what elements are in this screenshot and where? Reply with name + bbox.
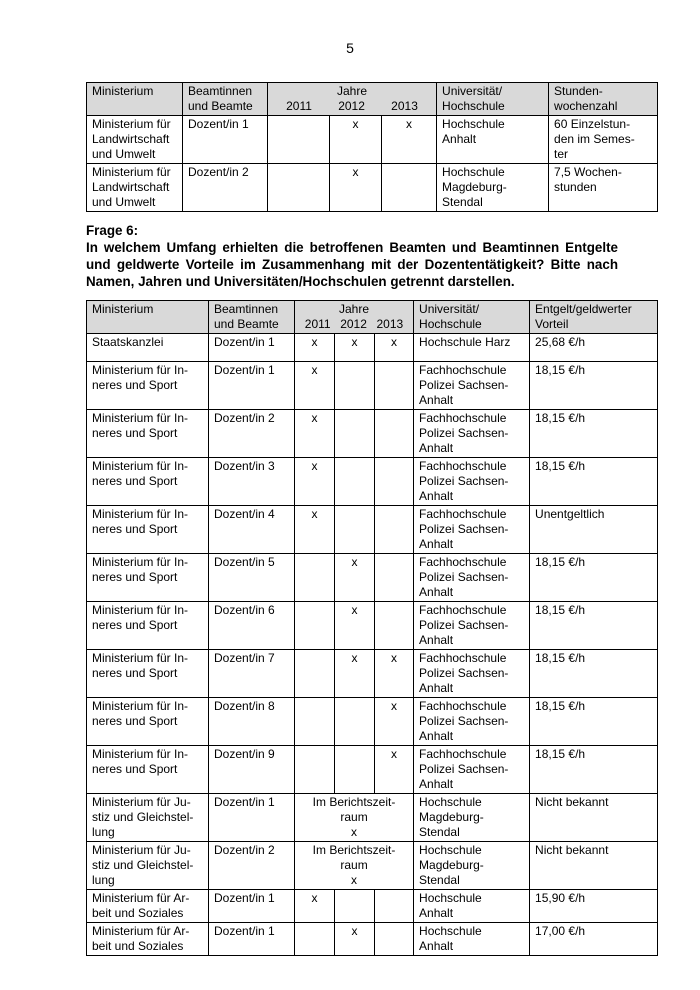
cell-ministerium	[87, 698, 209, 746]
cell-line: Anhalt	[419, 537, 454, 551]
cell-y2012: x	[335, 923, 375, 956]
cell-line: Polizei Sachsen-	[419, 714, 509, 728]
cell-y2011	[295, 923, 335, 956]
cell-line: Hochschule	[419, 843, 482, 857]
cell-last: 18,15 €/h	[530, 746, 658, 794]
cell-beamte: Dozent/in 1	[209, 890, 295, 923]
cell-last: Unentgeltlich	[530, 506, 658, 554]
cell-line: und Beamte	[188, 99, 253, 113]
cell-line: Ministerium für In-	[92, 747, 189, 761]
cell-y2011	[295, 554, 335, 602]
cell-y2012	[335, 506, 375, 554]
cell-line: ter	[554, 147, 569, 161]
cell-last	[549, 116, 658, 164]
cell-y2013: x	[375, 334, 414, 362]
cell-line: 60 Einzelstun-	[554, 117, 631, 131]
cell-line: Polizei Sachsen-	[419, 618, 509, 632]
cell-y2013: x	[382, 116, 437, 164]
cell-line: Ministerium für Ar-	[92, 924, 190, 938]
cell-line: Ministerium für In-	[92, 699, 189, 713]
header-years	[300, 317, 408, 332]
header-year: 2012	[340, 317, 367, 331]
cell-line: Hochschule	[419, 924, 482, 938]
cell-line: Polizei Sachsen-	[419, 426, 509, 440]
cell-ministerium	[87, 890, 209, 923]
cell-years-merged	[295, 842, 414, 890]
cell-y2012: x	[330, 164, 382, 212]
header-row	[87, 83, 658, 116]
cell-line: Anhalt	[419, 906, 454, 920]
cell-last: 18,15 €/h	[530, 458, 658, 506]
cell-line: stunden	[554, 180, 597, 194]
cell-line: Ministerium für In-	[92, 555, 189, 569]
cell-y2012: x	[335, 554, 375, 602]
cell-y2013: x	[375, 698, 414, 746]
cell-line: Magdeburg-	[419, 810, 484, 824]
cell-y2011	[268, 164, 330, 212]
header-years	[273, 99, 431, 114]
cell-line: den im Semes-	[554, 132, 635, 146]
cell-line: Stendal	[419, 873, 460, 887]
cell-y2012	[335, 458, 375, 506]
cell-uni	[414, 842, 530, 890]
cell-last: 18,15 €/h	[530, 698, 658, 746]
cell-uni	[437, 116, 549, 164]
header-year: 2011	[304, 317, 331, 331]
cell-line: Im Berichtszeit-	[312, 843, 396, 857]
cell-uni	[414, 650, 530, 698]
cell-line: beit und Soziales	[92, 906, 184, 920]
table-row	[87, 602, 658, 650]
cell-line: Hochschule	[442, 117, 505, 131]
cell-line: Anhalt	[419, 729, 454, 743]
cell-line: Anhalt	[419, 585, 454, 599]
cell-uni	[414, 794, 530, 842]
cell-line: Stendal	[442, 195, 483, 209]
table-row	[87, 842, 658, 890]
cell-y2012: x	[335, 602, 375, 650]
cell-line: Hochschule	[442, 165, 505, 179]
cell-line: Ministerium für In-	[92, 411, 189, 425]
cell-ministerium	[87, 334, 209, 362]
cell-line: Anhalt	[419, 681, 454, 695]
cell-line: neres und Sport	[92, 666, 178, 680]
cell-line: Fachhochschule	[419, 507, 507, 521]
cell-beamte: Dozent/in 2	[209, 842, 295, 890]
cell-line: Fachhochschule	[419, 555, 507, 569]
cell-last: Nicht bekannt	[530, 794, 658, 842]
cell-line: neres und Sport	[92, 618, 178, 632]
cell-beamte: Dozent/in 2	[183, 164, 268, 212]
table-row	[87, 650, 658, 698]
cell-line: raum	[340, 858, 368, 872]
cell-uni	[414, 458, 530, 506]
cell-line: Magdeburg-	[419, 858, 484, 872]
table-row	[87, 362, 658, 410]
cell-last: 18,15 €/h	[530, 650, 658, 698]
cell-ministerium	[87, 362, 209, 410]
cell-line: Ministerium für In-	[92, 651, 189, 665]
cell-line: Fachhochschule	[419, 459, 507, 473]
cell-line: Anhalt	[442, 132, 477, 146]
cell-beamte: Dozent/in 6	[209, 602, 295, 650]
cell-line: Polizei Sachsen-	[419, 474, 509, 488]
cell-uni	[414, 554, 530, 602]
cell-line: Ministerium für In-	[92, 459, 189, 473]
header-jahre	[268, 83, 437, 116]
table-row	[87, 116, 658, 164]
cell-y2013	[375, 554, 414, 602]
cell-beamte: Dozent/in 2	[209, 410, 295, 458]
table-row	[87, 334, 658, 362]
cell-line: Anhalt	[419, 633, 454, 647]
page-number: 5	[346, 40, 354, 56]
cell-line: Stunden-	[554, 84, 603, 98]
cell-line: Ministerium für In-	[92, 363, 189, 377]
cell-ministerium	[87, 746, 209, 794]
cell-uni	[414, 923, 530, 956]
cell-y2012: x	[335, 334, 375, 362]
table-row	[87, 506, 658, 554]
cell-y2013	[375, 362, 414, 410]
cell-line: wochenzahl	[554, 99, 618, 113]
cell-y2011	[295, 602, 335, 650]
cell-line: und Umwelt	[92, 147, 156, 161]
cell-last: 18,15 €/h	[530, 602, 658, 650]
cell-line: 7,5 Wochen-	[554, 165, 622, 179]
header-year: 2013	[376, 317, 404, 331]
cell-uni	[437, 164, 549, 212]
question-title: Frage 6:	[86, 223, 139, 238]
cell-ministerium	[87, 923, 209, 956]
cell-last: Nicht bekannt	[530, 842, 658, 890]
cell-uni	[414, 506, 530, 554]
cell-last	[549, 164, 658, 212]
table-row	[87, 554, 658, 602]
cell-y2011	[295, 650, 335, 698]
cell-line: Ministerium für Ar-	[92, 891, 190, 905]
compensation-table	[86, 300, 658, 956]
cell-y2013	[375, 890, 414, 923]
cell-ministerium	[87, 650, 209, 698]
cell-beamte: Dozent/in 1	[183, 116, 268, 164]
cell-beamte: Dozent/in 5	[209, 554, 295, 602]
cell-line: Anhalt	[419, 939, 454, 953]
cell-beamte: Dozent/in 8	[209, 698, 295, 746]
cell-y2011: x	[295, 506, 335, 554]
cell-line: Ministerium für	[92, 165, 171, 179]
cell-y2012	[335, 890, 375, 923]
cell-line: Anhalt	[419, 441, 454, 455]
cell-last: 18,15 €/h	[530, 554, 658, 602]
cell-line: Landwirtschaft	[92, 132, 170, 146]
cell-y2011	[268, 116, 330, 164]
cell-line: Polizei Sachsen-	[419, 570, 509, 584]
cell-line: Hochschule	[419, 795, 482, 809]
cell-last: 15,90 €/h	[530, 890, 658, 923]
table-row	[87, 923, 658, 956]
cell-line: Fachhochschule	[419, 747, 507, 761]
cell-line: neres und Sport	[92, 426, 178, 440]
cell-line: Hochschule Harz	[419, 335, 511, 349]
cell-last: 18,15 €/h	[530, 362, 658, 410]
cell-line: Fachhochschule	[419, 651, 507, 665]
cell-ministerium	[87, 842, 209, 890]
cell-line: neres und Sport	[92, 762, 178, 776]
cell-y2013	[382, 164, 437, 212]
table-row	[87, 746, 658, 794]
header-ministerium: Ministerium	[87, 83, 183, 116]
table-row	[87, 890, 658, 923]
table-row	[87, 458, 658, 506]
cell-line: und Beamte	[214, 317, 279, 331]
table-row	[87, 164, 658, 212]
cell-line: stiz und Gleichstel-	[92, 810, 194, 824]
cell-y2012	[335, 410, 375, 458]
cell-y2012: x	[335, 650, 375, 698]
cell-line: lung	[92, 873, 115, 887]
cell-y2013	[375, 602, 414, 650]
header-beamte	[183, 83, 268, 116]
cell-line: stiz und Gleichstel-	[92, 858, 194, 872]
header-year: 2013	[391, 99, 418, 113]
table-row	[87, 698, 658, 746]
header-last	[530, 301, 658, 334]
cell-line: Ministerium für	[92, 117, 171, 131]
cell-beamte: Dozent/in 1	[209, 334, 295, 362]
cell-beamte: Dozent/in 1	[209, 362, 295, 410]
cell-ministerium	[87, 410, 209, 458]
hours-table	[86, 82, 658, 212]
cell-ministerium	[87, 794, 209, 842]
header-jahre	[295, 301, 414, 334]
cell-y2011	[295, 698, 335, 746]
cell-line: Ministerium für Ju-	[92, 843, 191, 857]
cell-y2012: x	[330, 116, 382, 164]
cell-line: Staatskanzlei	[92, 335, 164, 349]
cell-y2012	[335, 698, 375, 746]
cell-line: Beamtinnen	[214, 302, 279, 316]
cell-line: Ministerium für Ju-	[92, 795, 191, 809]
cell-y2011	[295, 746, 335, 794]
cell-line: lung	[92, 825, 115, 839]
cell-beamte: Dozent/in 1	[209, 794, 295, 842]
cell-line: und Umwelt	[92, 195, 156, 209]
cell-uni	[414, 602, 530, 650]
cell-uni	[414, 362, 530, 410]
cell-y2013	[375, 506, 414, 554]
cell-line: Hochschule	[419, 891, 482, 905]
header-jahre-label: Jahre	[339, 302, 370, 316]
cell-y2012	[335, 746, 375, 794]
cell-y2011: x	[295, 410, 335, 458]
cell-y2012	[335, 362, 375, 410]
cell-line: Im Berichtszeit-	[312, 795, 396, 809]
cell-beamte: Dozent/in 1	[209, 923, 295, 956]
cell-line: Ministerium für In-	[92, 507, 189, 521]
header-beamte	[209, 301, 295, 334]
header-jahre-label: Jahre	[337, 84, 368, 98]
cell-line: Stendal	[419, 825, 460, 839]
cell-uni	[414, 698, 530, 746]
cell-line: Polizei Sachsen-	[419, 378, 509, 392]
cell-line: Hochschule	[419, 317, 482, 331]
cell-last: 25,68 €/h	[530, 334, 658, 362]
cell-beamte: Dozent/in 7	[209, 650, 295, 698]
cell-ministerium	[87, 164, 183, 212]
cell-line: Hochschule	[442, 99, 505, 113]
cell-line: raum	[340, 810, 368, 824]
table-row	[87, 794, 658, 842]
cell-beamte: Dozent/in 9	[209, 746, 295, 794]
cell-line: neres und Sport	[92, 570, 178, 584]
cell-line: neres und Sport	[92, 714, 178, 728]
cell-line: Entgelt/geldwerter	[535, 302, 632, 316]
cell-y2011: x	[295, 362, 335, 410]
cell-ministerium	[87, 458, 209, 506]
question-text: In welchem Umfang erhielten die betroffenen Beamten und Beamtinnen Entgelte und geldwerte Vorteile im Zusammenhang mit der Dozententätigkeit? Bitte nach Namen, Jahren und Universitäten/Hochschulen getrennt darstellen.	[86, 240, 618, 289]
header-row	[87, 301, 658, 334]
cell-uni	[414, 410, 530, 458]
cell-line: Polizei Sachsen-	[419, 666, 509, 680]
cell-line: x	[351, 873, 358, 887]
cell-beamte: Dozent/in 3	[209, 458, 295, 506]
cell-line: Universität/	[442, 84, 503, 98]
cell-ministerium	[87, 602, 209, 650]
cell-line: Fachhochschule	[419, 699, 507, 713]
cell-line: Fachhochschule	[419, 411, 507, 425]
cell-line: Polizei Sachsen-	[419, 762, 509, 776]
question-6	[86, 222, 618, 290]
cell-y2011: x	[295, 334, 335, 362]
cell-years-merged	[295, 794, 414, 842]
cell-line: neres und Sport	[92, 522, 178, 536]
cell-line: Landwirtschaft	[92, 180, 170, 194]
cell-y2013	[375, 923, 414, 956]
cell-line: Fachhochschule	[419, 363, 507, 377]
cell-ministerium	[87, 554, 209, 602]
header-last	[549, 83, 658, 116]
cell-line: x	[351, 825, 358, 839]
cell-y2011: x	[295, 890, 335, 923]
cell-ministerium	[87, 116, 183, 164]
cell-beamte: Dozent/in 4	[209, 506, 295, 554]
cell-ministerium	[87, 506, 209, 554]
cell-y2013	[375, 458, 414, 506]
cell-line: neres und Sport	[92, 474, 178, 488]
cell-line: Vorteil	[535, 317, 569, 331]
cell-line: Beamtinnen	[188, 84, 253, 98]
header-uni	[414, 301, 530, 334]
cell-line: Anhalt	[419, 489, 454, 503]
cell-last: 17,00 €/h	[530, 923, 658, 956]
header-ministerium: Ministerium	[87, 301, 209, 334]
cell-line: beit und Soziales	[92, 939, 184, 953]
cell-uni	[414, 746, 530, 794]
header-year: 2011	[286, 99, 312, 113]
cell-line: Polizei Sachsen-	[419, 522, 509, 536]
cell-line: Universität/	[419, 302, 480, 316]
header-year: 2012	[338, 99, 365, 113]
cell-y2011: x	[295, 458, 335, 506]
cell-line: Anhalt	[419, 393, 454, 407]
cell-line: Magdeburg-	[442, 180, 507, 194]
cell-line: neres und Sport	[92, 378, 178, 392]
cell-uni	[414, 334, 530, 362]
cell-line: Ministerium für In-	[92, 603, 189, 617]
cell-y2013	[375, 410, 414, 458]
cell-line: Anhalt	[419, 777, 454, 791]
cell-last: 18,15 €/h	[530, 410, 658, 458]
cell-y2013: x	[375, 650, 414, 698]
cell-uni	[414, 890, 530, 923]
header-uni	[437, 83, 549, 116]
table-row	[87, 410, 658, 458]
cell-line: Fachhochschule	[419, 603, 507, 617]
cell-y2013: x	[375, 746, 414, 794]
